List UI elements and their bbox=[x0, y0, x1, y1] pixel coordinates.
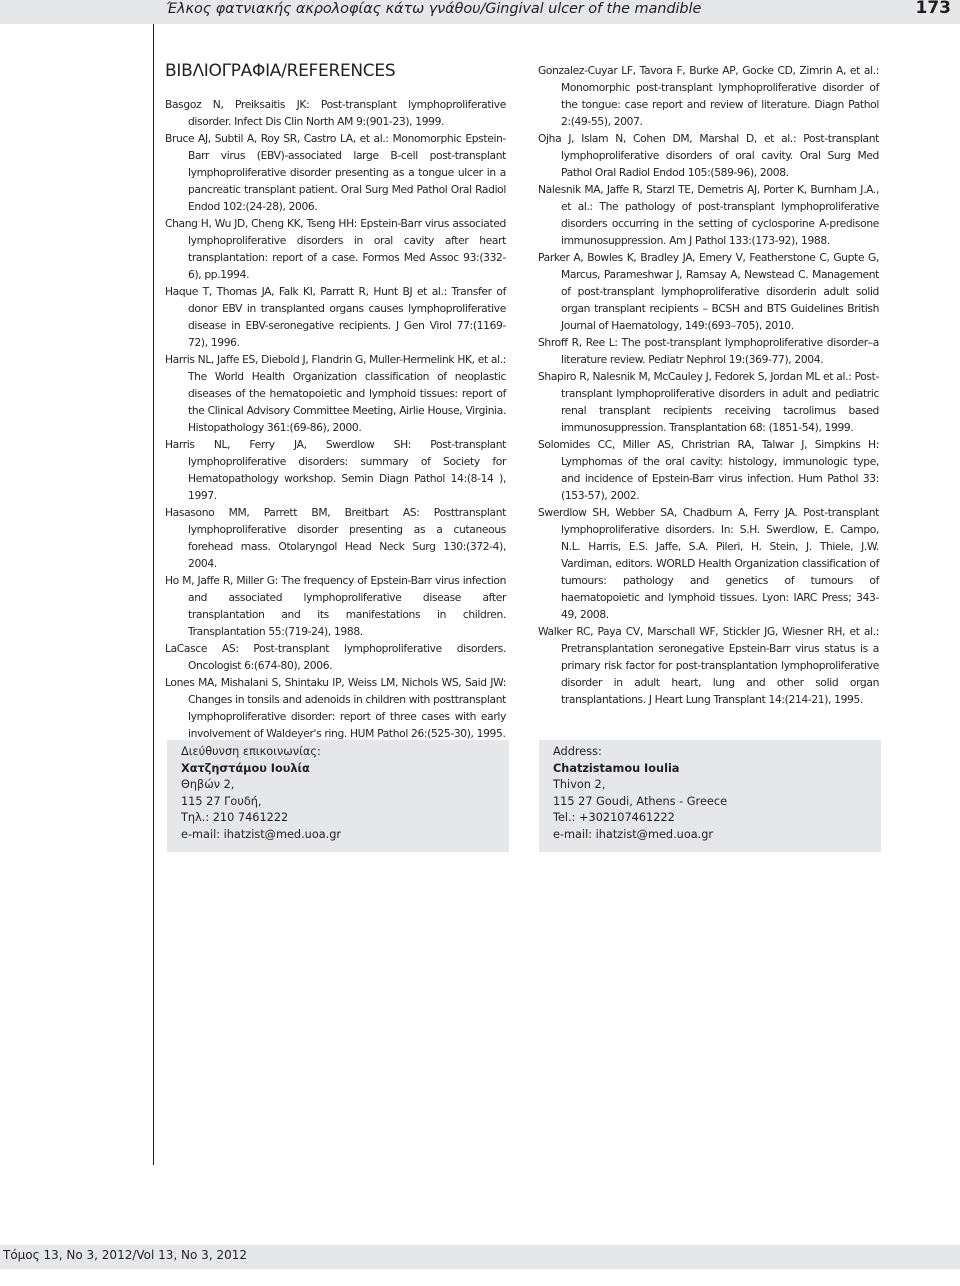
contact-street: Θηβών 2, bbox=[181, 778, 235, 791]
page-number: 173 bbox=[915, 0, 951, 18]
contact-label: Address: bbox=[553, 745, 602, 758]
running-footer bbox=[0, 1245, 960, 1269]
contact-box-english bbox=[539, 740, 881, 852]
reference-entry: Solomides CC, Miller AS, Christrian RA, Talwar J, Simpkins H: Lymphomas of the oral cavity: histology, immunologic type, and incidence of Epstein-Barr virus infection. Hum Pathol 33:(153-57), 2002. bbox=[538, 438, 879, 502]
reference-entry: Basgoz N, Preiksaitis JK: Post-transplant lymphoproliferative disorder. Infect Dis Clin North AM 9:(901-23), 1999. bbox=[165, 98, 506, 128]
reference-entry: Gonzalez-Cuyar LF, Tavora F, Burke AP, Gocke CD, Zimrin A, et al.: Monomorphic post-transplant lymphoproliferative disorder of the tongue: case report and review of literature. Diagn Pathol 2:(49-55), 2007. bbox=[538, 64, 879, 128]
reference-entry: Lones MA, Mishalani S, Shintaku IP, Weiss LM, Nichols WS, Said JW: Changes in tonsils and adenoids in children with posttransplant lymphoproliferative disorder: report of three cases with early involvement of Waldeyer's ring. HUM Pathol 26:(525-30), 1995. bbox=[165, 676, 506, 740]
reference-entry: Parker A, Bowles K, Bradley JA, Emery V, Featherstone C, Gupte G, Marcus, Parameshwar J, Ramsay A, Newstead C. Management of post-transplant lymphoproliferative disorderin adult solid organ transplant recipients – BCSH and BTS Guidelines British Journal of Haematology, 149:(693–705), 2010. bbox=[538, 251, 879, 332]
reference-entry: Nalesnik MA, Jaffe R, Starzl TE, Demetris AJ, Porter K, Burnham J.A., et al.: The pathology of post-transplant lymphoproliferative disorders occurring in the setting of cyclosporine A-predisone immunosuppression. Am J Pathol 133:(173-92), 1988. bbox=[538, 183, 879, 247]
reference-entry: Shapiro R, Nalesnik M, McCauley J, Fedorek S, Jordan ML et al.: Post-transplant lymphoproliferative disorders in adult and pediatric renal transplant recipients receiving tacrolimus based immunosuppression. Transplantation 68: (1851-54), 1999. bbox=[538, 370, 879, 434]
contact-name: Χατζηστάμου Ιουλία bbox=[181, 761, 310, 775]
reference-entry: Shroff R, Ree L: The post-transplant lymphoproliferative disorder–a literature review. Pediatr Nephrol 19:(369-77), 2004. bbox=[538, 336, 879, 366]
contact-box-greek bbox=[167, 740, 509, 852]
contact-city: 115 27 Γουδή, bbox=[181, 794, 262, 808]
reference-entry: Swerdlow SH, Webber SA, Chadburn A, Ferry JA. Post-transplant lymphoproliferative disorders. In: S.H. Swerdlow, E. Campo, N.L. Harris, E.S. Jaffe, S.A. Pileri, H. Stein, J. Thiele, J.W. Vardiman, editors. WORLD Health Organization classification of tumours: pathology and genetics of tumours of haematopoietic and lymphoid tissues. Lyon: IARC Press; 343-49, 2008. bbox=[538, 506, 879, 621]
references-heading: ΒΙΒΛΙΟΓΡΑΦΙΑ/REFERENCES bbox=[165, 61, 396, 81]
references-column-left bbox=[165, 96, 506, 742]
reference-entry: Ho M, Jaffe R, Miller G: The frequency of Epstein-Barr virus infection and associated lymphoproliferative disease after transplantation and its manifestations in children. Transplantation 55:(719-24), 1988. bbox=[165, 574, 506, 638]
contact-email: e-mail: ihatzist@med.uoa.gr bbox=[181, 827, 342, 841]
running-header bbox=[0, 0, 960, 24]
reference-entry: Walker RC, Paya CV, Marschall WF, Stickler JG, Wiesner RH, et al.: Pretransplantation seronegative Epstein-Barr virus status is a primary risk factor for post-transplantation lymphoproliferative disorder in adult heart, lung and other solid organ transplantations. J Heart Lung Transplant 14:(214-21), 1995. bbox=[538, 625, 879, 706]
column-rule bbox=[153, 24, 154, 1165]
reference-entry: LaCasce AS: Post-transplant lymphoproliferative disorders. Oncologist 6:(674-80), 2006. bbox=[165, 642, 506, 672]
contact-phone: Tel.: +302107461222 bbox=[553, 811, 675, 824]
reference-entry: Bruce AJ, Subtil A, Roy SR, Castro LA, et al.: Monomorphic Epstein-Barr virus (EBV)-associated large B-cell post-transplant lymphoproliferative disorder presenting as a tongue ulcer in a pancreatic transplant patient. Oral Surg Med Pathol Oral Radiol Endod 102:(24-28), 2006. bbox=[165, 132, 506, 213]
contact-phone: Τηλ.: 210 7461222 bbox=[181, 811, 289, 824]
contact-city: 115 27 Goudi, Athens - Greece bbox=[553, 794, 728, 808]
volume-info: Τόμος 13, Νο 3, 2012/Vol 13, No 3, 2012 bbox=[3, 1248, 247, 1262]
contact-label: Διεύθυνση επικοινωνίας: bbox=[181, 745, 321, 758]
reference-entry: Chang H, Wu JD, Cheng KK, Tseng HH: Epstein-Barr virus associated lymphoproliferative disorders in oral cavity after heart transplantation: report of a case. Formos Med Assoc 93:(332-6), pp.1994. bbox=[165, 217, 506, 281]
references-column-right bbox=[538, 62, 879, 708]
contact-street: Thivon 2, bbox=[553, 778, 606, 791]
article-running-title: Έλκος φατνιακής ακρολοφίας κάτω γνάθου/Gingival ulcer of the mandible bbox=[166, 1, 702, 17]
reference-entry: Harris NL, Jaffe ES, Diebold J, Flandrin G, Muller-Hermelink HK, et al.: The World Health Organization classification of neoplastic diseases of the hematopoietic and lymphoid tissues: report of the Clinical Advisory Committee Meeting, Airlie House, Virginia. Histopathology 361:(69-86), 2000. bbox=[165, 353, 506, 434]
reference-entry: Haque T, Thomas JA, Falk KI, Parratt R, Hunt BJ et al.: Transfer of donor EBV in transplanted organs causes lymphoproliferative disease in EBV-seronegative recipients. J Gen Virol 77:(1169-72), 1996. bbox=[165, 285, 506, 349]
reference-entry: Ojha J, Islam N, Cohen DM, Marshal D, et al.: Post-transplant lymphoproliferative disorders of oral cavity. Oral Surg Med Pathol Oral Radiol Endod 105:(589-96), 2008. bbox=[538, 132, 879, 179]
reference-entry: Hasasono MM, Parrett BM, Breitbart AS: Posttransplant lymphoproliferative disorder presenting as a cutaneous forehead mass. Otolaryngol Head Neck Surg 130:(372-4), 2004. bbox=[165, 506, 506, 570]
contact-email: e-mail: ihatzist@med.uoa.gr bbox=[553, 827, 714, 841]
reference-entry: Harris NL, Ferry JA, Swerdlow SH: Post-transplant lymphoproliferative disorders: summary of Society for Hematopathology workshop. Semin Diagn Pathol 14:(8-14 ), 1997. bbox=[165, 438, 506, 502]
contact-name: Chatzistamou Ioulia bbox=[553, 761, 680, 775]
